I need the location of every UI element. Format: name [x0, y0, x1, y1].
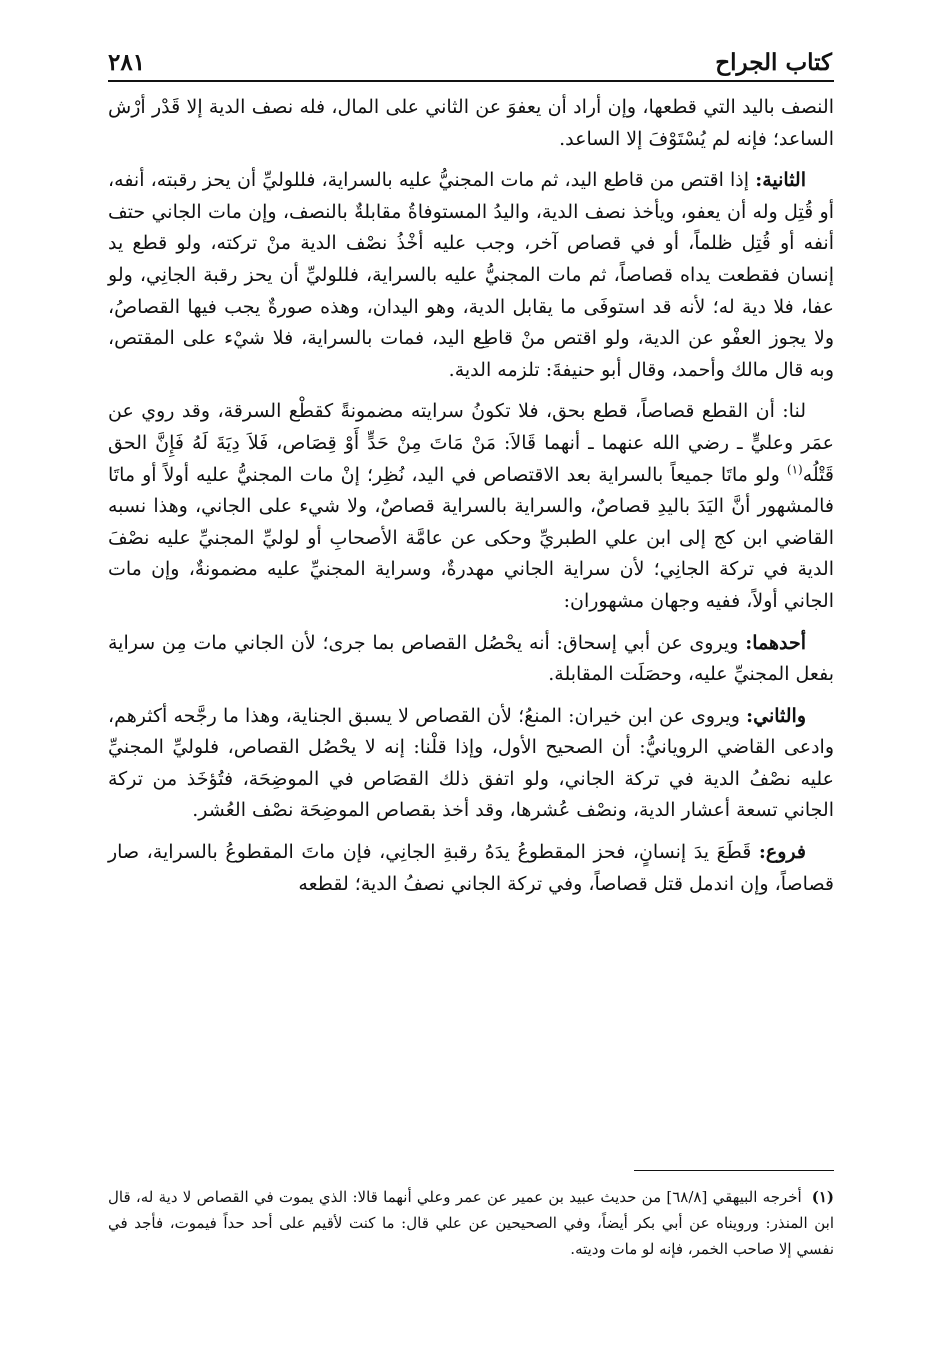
footnote-number: (١)	[811, 1188, 834, 1206]
paragraph-second-view	[108, 701, 834, 827]
paragraph-first-view	[108, 628, 834, 691]
paragraph-second-case	[108, 165, 834, 386]
paragraph-branches	[108, 837, 834, 900]
footnote-entry	[108, 1184, 834, 1262]
paragraph-text: ويروى عن أبي إسحاق: أنه يحْصُل القصاص بما جرى؛ لأن الجاني مات مِن سراية بفعل المجنيِّ عليه، وحصَلَت المقابلة.	[108, 631, 834, 686]
page-header	[108, 36, 832, 76]
main-text	[108, 92, 834, 910]
paragraph-term: والثاني:	[746, 704, 806, 727]
footnote-marker[interactable]: (١)	[786, 462, 803, 477]
book-title: كتاب الجراح	[715, 49, 832, 76]
paragraph-text-after: ولو ماتَا جميعاً بالسراية بعد الاقتصاص في اليد، نُظِر؛ إنْ مات المجنيُّ عليه أولاً أو ماتَا فالمشهور أنَّ اليَدَ باليدِ قصاصٌ، والسراية بالسراية قصاصٌ، ولا شيء على الجاني، وهذا نسبه القاضي ابن كج إلى ابن علي الطبريِّ وحكى عن عامَّة الأصحابِ أو لوليِّ المجنيِّ عليه نصْفَ الدية في تركة الجانِي؛ لأن سراية الجاني مهدرةٌ، وسراية المجنيِّ عليه مضمونةٌ، وإن مات الجاني أولاً، ففيه وجهان مشهوران:	[108, 463, 834, 612]
header-divider	[108, 80, 834, 82]
page-number: ٢٨١	[108, 49, 146, 76]
paragraph-term: فروع:	[758, 841, 806, 864]
paragraph-text: قَطَعَ يدَ إنسانٍ، فحز المقطوعُ يدَهُ رقبةِ الجانِي، فإن ماتَ المقطوعُ بالسراية، صار قصاصاً، وإن اندمل قتل قصاصاً، وفي تركة الجاني نصفُ الدية؛ لقطعه	[108, 841, 834, 895]
footnote-divider	[634, 1170, 834, 1171]
paragraph-term: الثانية:	[755, 169, 806, 192]
footnote-text: أخرجه البيهقي [٦٨/٨] من حديث عبيد بن عمير عن عمر وعلي أنهما قالا: الذي يموت في القصاص لا دية له، قال ابن المنذر: ورويناه عن أبي بكر أيضاً، وفي الصحيحين عن علي قال: ما كنت لأقيم على أحد حداً فيموت، فأجد في نفسي إلا صاحب الخمر، فإنه لو مات وديته.	[108, 1188, 834, 1258]
paragraph-continuation	[108, 92, 834, 155]
footnote	[108, 1184, 834, 1262]
paragraph-argument	[108, 396, 834, 617]
paragraph-text: ويروى عن ابن خيران: المنعُ؛ لأن القصاص لا يسبق الجناية، وهذا ما رجَّحه أكثرهم، وادعى القاضي الرويانيُّ: أن الصحيح الأول، وإذا قلْنا: إنه لا يحْصُل القصاص، فلوليِّ المجنيِّ عليه نصْفُ الدية في تركة الجاني، ولو اتفق ذلك القصَاص في الموضِحَة، فتُؤخَذ من تركة الجاني تسعة أعشار الدية، ونصْف عُشرها، وقد أخذ بقصاص الموضِحَة نصْف العُشر.	[108, 704, 834, 822]
paragraph-text: إذا اقتص من قاطع اليد، ثم مات المجنيُّ عليه بالسراية، فللوليِّ أن يحز رقبته، أنفه، أو قُتِل وله أن يعفو، ويأخذ نصف الدية، واليدُ المستوفاةُ مقابلةٌ بالنصف، وإن مات الجاني حتف أنفه أو قُتِل ظلماً، أو في قصاص آخر، وجب عليه أخْذُ نصْف الدية منْ تركته، ولو قطع يد إنسان فقطعت يداه قصاصاً، ثم مات المجنيُّ عليه بالسراية، فللوليِّ أن يحز رقبة الجانِي، ولو عفا، فلا دية له؛ لأنه قد استوفَى ما يقابل الدية، وهو اليدان، وهذه صورةٌ يجب فيها القصاصُ، ولا يجوز العفْو عن الدية، ولو اقتص منْ قاطِع اليد، فمات بالسراية، فلا شيْء على المقتص، وبه قال مالك وأحمد، وقال أبو حنيفةَ: تلزمه الدية.	[108, 169, 834, 381]
paragraph-text: لنا: أن القطع قصاصاً، قطع بحق، فلا تكونُ سرايته مضمونةً كقطْع السرقة، وقد روي عن عمَر وعليٍّ ـ رضي الله عنهما ـ أنهما قَالاَ: مَنْ مَاتَ مِنْ حَدٍّ أَوْ قِصَاص، فَلاَ دِيَةَ لَهُ فَإِنَّ الحق قَتْلُه	[108, 400, 834, 486]
paragraph-term: أحدهما:	[745, 631, 806, 654]
paragraph-text: النصف باليد التي قطعها، وإن أراد أن يعفوَ عن الثاني على المال، فله نصف الدية إلا قَدْر أرْش الساعد؛ فإنه لم يُسْتَوْفَ إلا الساعد.	[108, 96, 834, 150]
